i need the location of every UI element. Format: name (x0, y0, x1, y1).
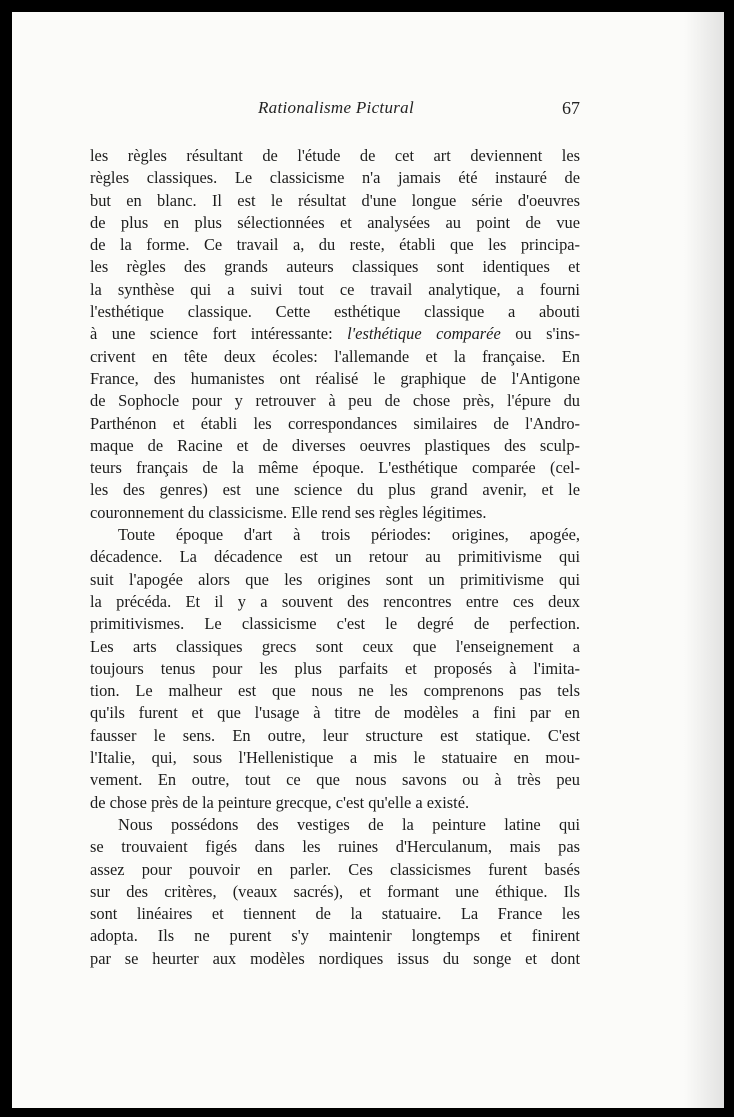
text-line: France, des humanistes ont réalisé le graphique de l'Antigone (90, 368, 580, 388)
book-page (12, 12, 724, 1108)
text-line: l'Italie, qui, sous l'Hellenistique a mis le statuaire en mou- (90, 748, 580, 768)
page-number: 67 (562, 98, 580, 118)
text-line: primitivismes. Le classicisme c'est le degré de perfection. (90, 614, 580, 634)
text-line: sont linéaires et tiennent de la statuaire. La France les (90, 904, 580, 924)
text-line: adopta. Ils ne purent s'y maintenir longtemps et finirent (90, 926, 580, 946)
running-title: Rationalisme Pictural (258, 98, 414, 117)
text-line: les règles des grands auteurs classiques sont identiques et (90, 257, 580, 277)
text-line: fausser le sens. En outre, leur structure est statique. C'est (90, 725, 580, 745)
text-line: de plus en plus sélectionnées et analysées au point de vue (90, 212, 580, 232)
page-edge-shadow (684, 12, 724, 1108)
text-line: tion. Le malheur est que nous ne les comprenons pas tels (90, 681, 580, 701)
text-line: vement. En outre, tout ce que nous savons ou à très peu (90, 770, 580, 790)
text-line: Les arts classiques grecs sont ceux que l'enseignement a (90, 636, 580, 656)
text-line: de chose près de la peinture grecque, c'est qu'elle a existé. (90, 792, 470, 812)
text-line-mixed (90, 323, 580, 345)
text-line: les des genres) est une science du plus grand avenir, et le (90, 480, 580, 500)
text-line: la précéda. Et il y a souvent des rencontres entre ces deux (90, 591, 580, 611)
text-line: de Sophocle pour y retrouver à peu de chose près, l'épure du (90, 391, 580, 411)
text-line: règles classiques. Le classicisme n'a jamais été instauré de (90, 168, 580, 188)
text-line: sur des critères, (veaux sacrés), et formant une éthique. Ils (90, 881, 580, 901)
text-segment: à une science fort intéressante: (90, 324, 333, 344)
text-segment: ou s'ins- (515, 324, 580, 344)
text-line: maque de Racine et de diverses oeuvres plastiques des sculp- (90, 435, 580, 455)
text-line: toujours tenus pour les plus parfaits et proposés à l'imita- (90, 658, 580, 678)
text-line: but en blanc. Il est le résultat d'une longue série d'oeuvres (90, 190, 580, 210)
text-line: par se heurter aux modèles nordiques issus du songe et dont (90, 948, 580, 968)
text-line: Parthénon et établi les correspondances similaires de l'Andro- (90, 413, 580, 433)
text-line: les règles résultant de l'étude de cet art deviennent les (90, 146, 580, 165)
text-line: teurs français de la même époque. L'esthétique comparée (cel- (90, 458, 580, 478)
page-header (98, 98, 580, 126)
text-line: l'esthétique classique. Cette esthétique classique a abouti (90, 302, 580, 322)
text-line: suit l'apogée alors que les origines sont un primitivisme qui (90, 569, 580, 589)
text-line: couronnement du classicisme. Elle rend ses règles légitimes. (90, 502, 487, 522)
text-line: se trouvaient figés dans les ruines d'Herculanum, mais pas (90, 837, 580, 857)
text-line: de la forme. Ce travail a, du reste, établi que les principa- (90, 235, 580, 255)
text-line: la synthèse qui a suivi tout ce travail analytique, a fourni (90, 279, 580, 299)
text-line: Toute époque d'art à trois périodes: origines, apogée, (118, 525, 580, 545)
text-line: qu'ils furent et que l'usage à titre de modèles a fini par en (90, 703, 580, 723)
text-line: décadence. La décadence est un retour au primitivisme qui (90, 547, 580, 567)
text-line: Nous possédons des vestiges de la peinture latine qui (118, 814, 580, 834)
body-text (90, 145, 580, 970)
italic-term: l'esthétique comparée (347, 324, 501, 344)
text-line: crivent en tête deux écoles: l'allemande et la française. En (90, 346, 580, 366)
text-line: assez pour pouvoir en parler. Ces classicismes furent basés (90, 859, 580, 879)
